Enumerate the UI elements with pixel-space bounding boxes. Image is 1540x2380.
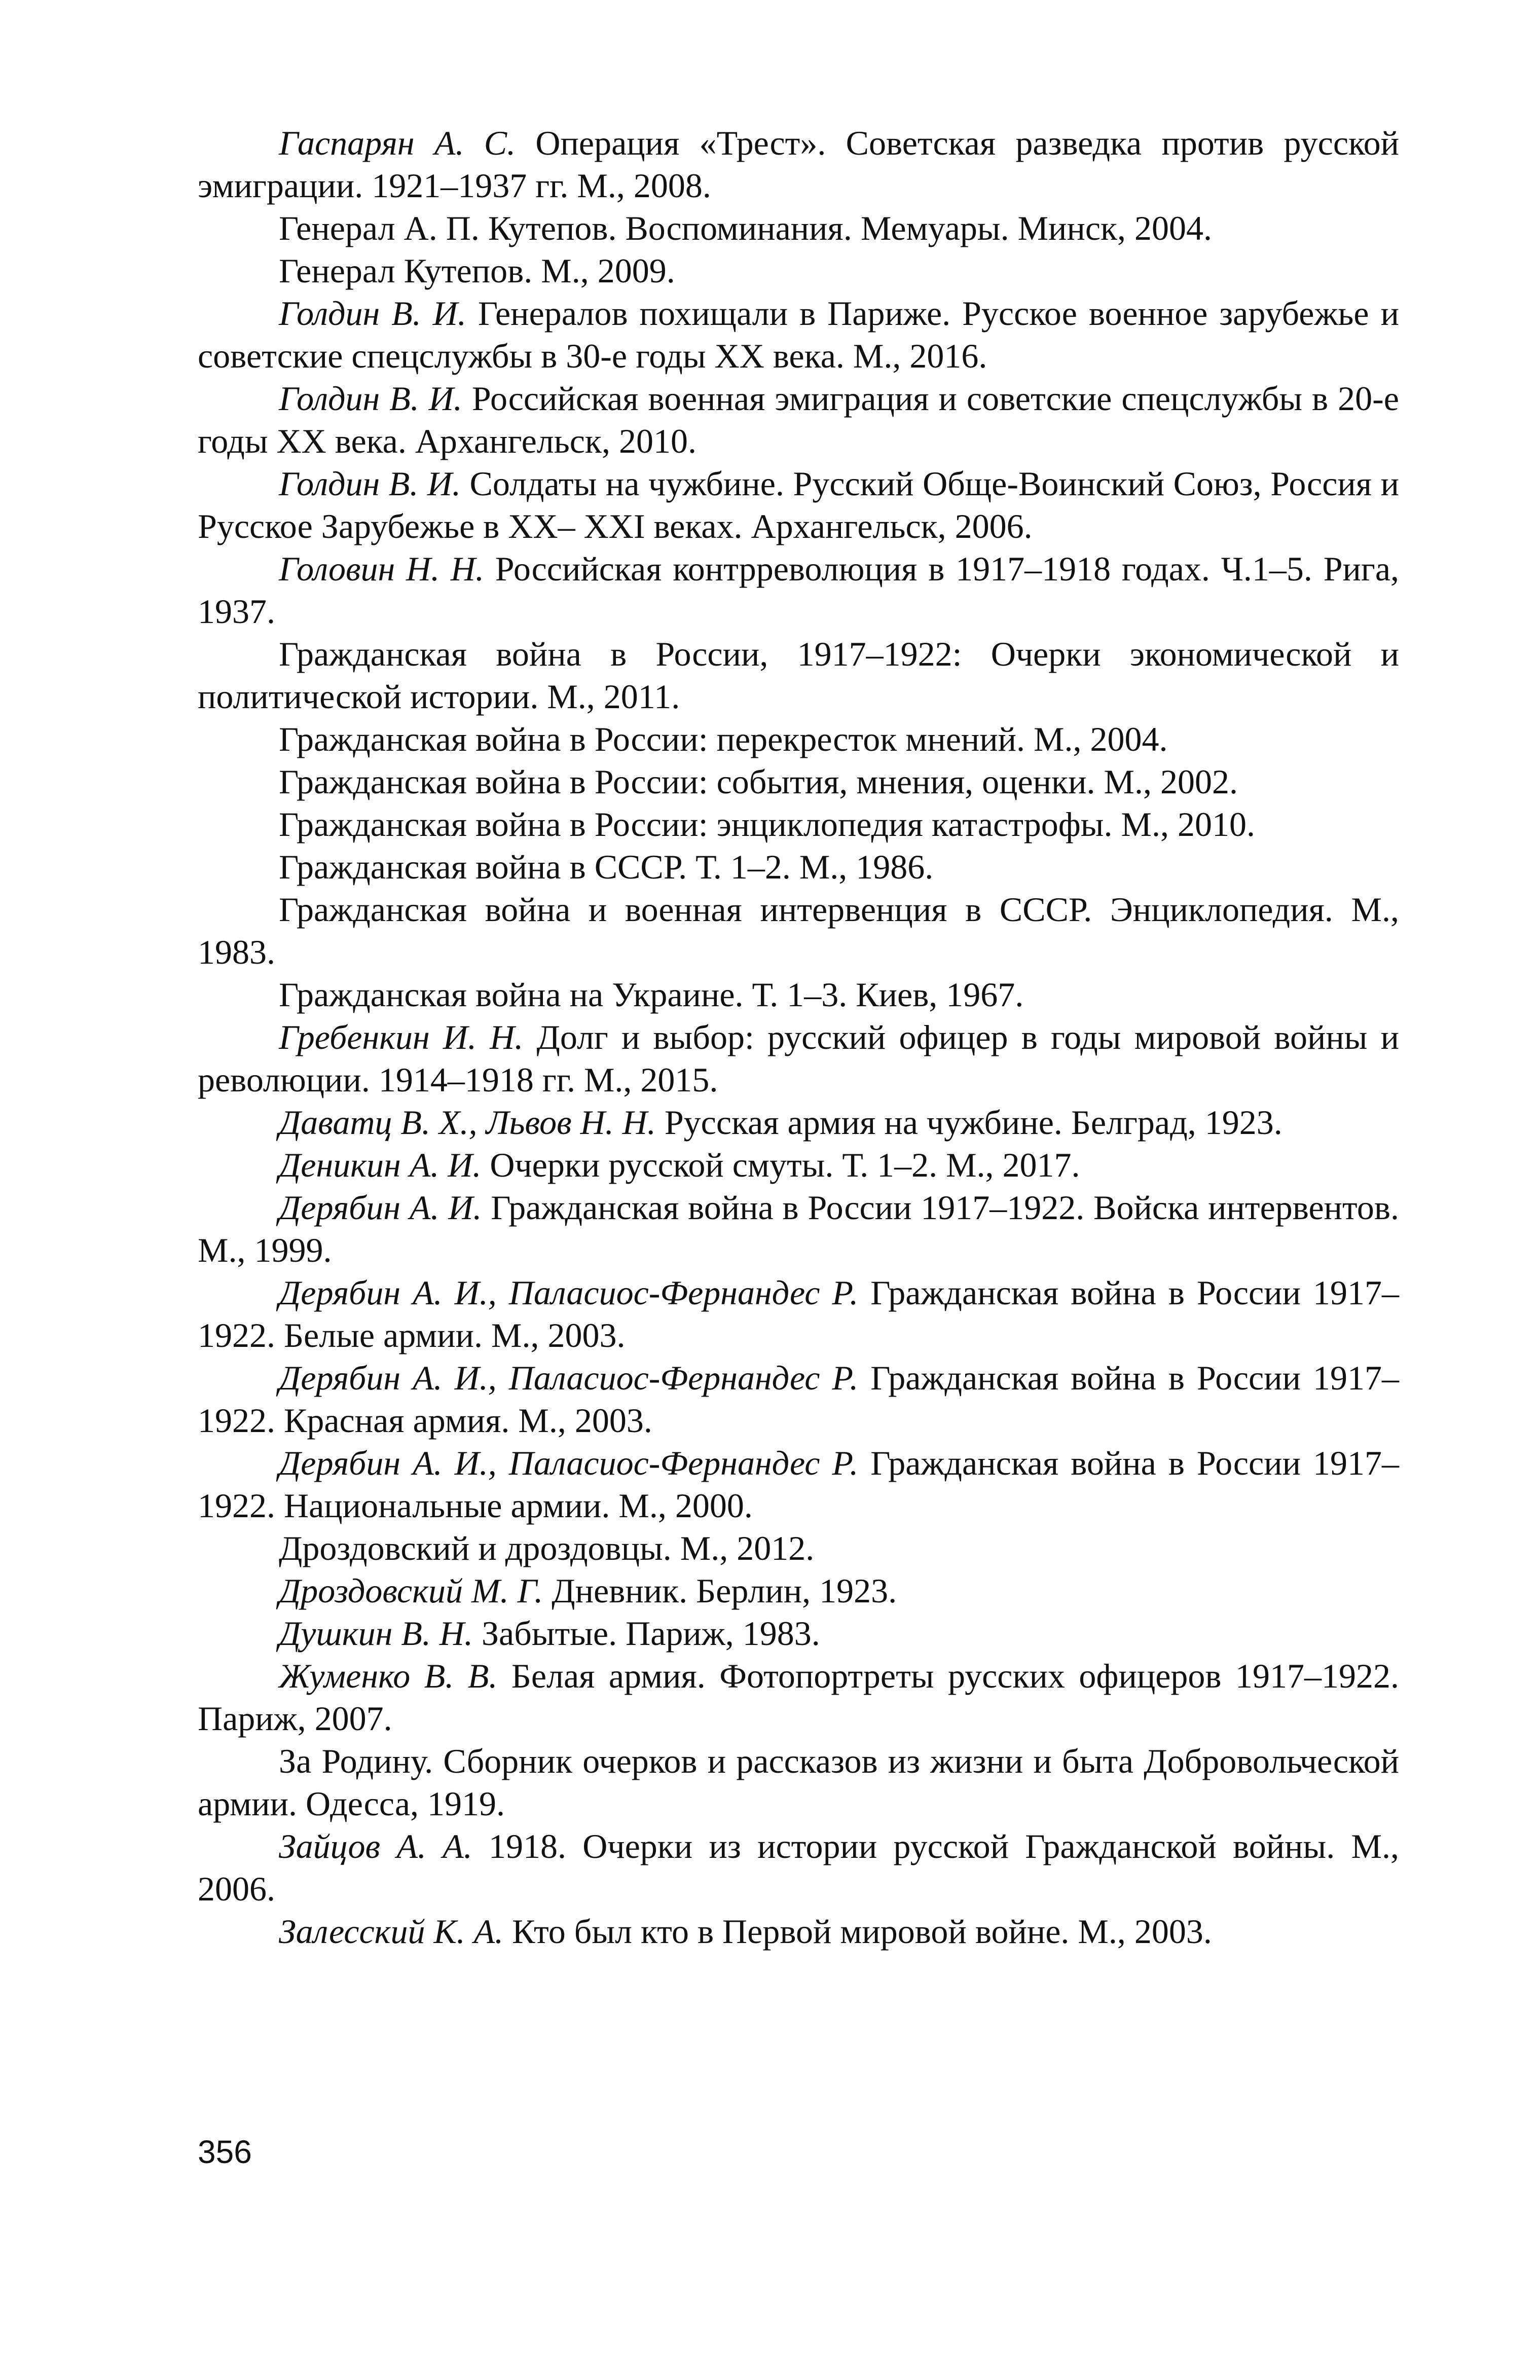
bibliography-entry	[198, 1101, 1399, 1144]
entry-author: Дроздовский М. Г.	[279, 1571, 543, 1610]
bibliography-entry	[198, 1016, 1399, 1101]
bibliography-entry	[198, 1186, 1399, 1271]
bibliography-entry	[198, 1527, 1399, 1569]
entry-author: Жуменко В. В.	[279, 1657, 498, 1695]
bibliography-entry	[198, 547, 1399, 633]
bibliography-entry	[198, 1357, 1399, 1442]
entry-text: Гражданская война в России 1917–1922. Красная армия. М., 2003.	[198, 1359, 1400, 1440]
entry-text: Очерки русской смуты. Т. 1–2. М., 2017.	[481, 1146, 1080, 1184]
bibliography-entry	[198, 377, 1399, 462]
entry-text: Гражданская война в СССР. Т. 1–2. М., 1986.	[279, 848, 934, 886]
entry-text: Гражданская война в России, 1917–1922: Очерки экономической и политической истории. М., 2011.	[198, 635, 1399, 716]
entry-text: Генерал А. П. Кутепов. Воспоминания. Мемуары. Минск, 2004.	[279, 209, 1213, 247]
entry-text: Солдаты на чужбине. Русский Обще-Воинский Союз, Россия и Русское Зарубежье в XX– XXI веках. Архангельск, 2006.	[198, 464, 1399, 545]
entry-text: Генерал Кутепов. М., 2009.	[279, 251, 675, 290]
entry-author: Головин Н. Н.	[279, 550, 484, 588]
entry-text: Гражданская война в России 1917–1922. Белые армии. М., 2003.	[198, 1273, 1400, 1354]
page-number: 356	[198, 2134, 252, 2170]
entry-author: Голдин В. И.	[279, 294, 466, 333]
bibliography-entry	[198, 1910, 1399, 1953]
bibliography-entry	[198, 122, 1399, 207]
entry-author: Душкин В. Н.	[279, 1614, 473, 1653]
bibliography-entry	[198, 760, 1399, 803]
entry-author: Голдин В. И.	[279, 379, 462, 418]
entry-text: Гражданская война в России: события, мнения, оценки. М., 2002.	[279, 762, 1238, 801]
entry-text: Гражданская война на Украине. Т. 1–3. Киев, 1967.	[279, 975, 1024, 1014]
entry-author: Дерябин А. И.	[279, 1188, 482, 1227]
bibliography-entry	[198, 1740, 1399, 1825]
entry-author: Гаспарян А. С.	[279, 124, 516, 162]
bibliography-entry	[198, 249, 1399, 292]
entry-text: Генералов похищали в Париже. Русское военное зарубежье и советские спецслужбы в 30-е годы XX века. М., 2016.	[198, 294, 1399, 375]
entry-text: Операция «Трест». Советская разведка против русской эмиграции. 1921–1937 гг. М., 2008.	[198, 124, 1399, 205]
entry-author: Зайцов А. А.	[279, 1827, 472, 1865]
entry-author: Залесский К. А.	[279, 1912, 504, 1951]
bibliography-list	[198, 122, 1399, 1953]
bibliography-entry	[198, 292, 1399, 377]
bibliography-entry	[198, 1144, 1399, 1186]
entry-author: Деникин А. И.	[279, 1146, 482, 1184]
bibliography-entry	[198, 633, 1399, 718]
entry-text: Российская контрреволюция в 1917–1918 годах. Ч.1–5. Рига, 1937.	[198, 550, 1399, 631]
bibliography-entry	[198, 1825, 1399, 1910]
bibliography-entry	[198, 1655, 1399, 1740]
bibliography-entry	[198, 803, 1399, 846]
bibliography-entry	[198, 207, 1399, 249]
entry-author: Дерябин А. И., Паласиос-Фернандес Р.	[279, 1444, 859, 1482]
entry-author: Голдин В. И.	[279, 464, 461, 503]
entry-text: Кто был кто в Первой мировой войне. М., 2003.	[503, 1912, 1212, 1951]
bibliography-entry	[198, 1612, 1399, 1655]
entry-text: Гражданская война в России 1917–1922. Национальные армии. М., 2000.	[198, 1444, 1400, 1525]
entry-author: Дерябин А. И., Паласиос-Фернандес Р.	[279, 1359, 859, 1397]
bibliography-entry	[198, 888, 1399, 973]
entry-author: Дерябин А. И., Паласиос-Фернандес Р.	[279, 1273, 859, 1312]
entry-text: Российская военная эмиграция и советские спецслужбы в 20-е годы XX века. Архангельск, 2010.	[198, 379, 1399, 460]
bibliography-entry	[198, 1271, 1399, 1357]
entry-text: Гражданская война в России: перекресток мнений. М., 2004.	[279, 720, 1168, 758]
entry-text: Долг и выбор: русский офицер в годы мировой войны и революции. 1914–1918 гг. М., 2015.	[198, 1018, 1399, 1099]
entry-text: Дневник. Берлин, 1923.	[543, 1571, 897, 1610]
bibliography-entry	[198, 462, 1399, 547]
bibliography-entry	[198, 846, 1399, 888]
entry-author: Гребенкин И. Н.	[279, 1018, 524, 1056]
bibliography-entry	[198, 1442, 1399, 1527]
bibliography-entry	[198, 973, 1399, 1016]
bibliography-entry	[198, 718, 1399, 760]
entry-text: 1918. Очерки из истории русской Гражданской войны. М., 2006.	[198, 1827, 1399, 1908]
entry-text: Гражданская война в России: энциклопедия катастрофы. М., 2010.	[279, 805, 1255, 844]
entry-text: Русская армия на чужбине. Белград, 1923.	[655, 1103, 1282, 1142]
entry-text: Гражданская война в России 1917–1922. Войска интервентов. М., 1999.	[198, 1188, 1399, 1269]
entry-text: Забытые. Париж, 1983.	[472, 1614, 820, 1653]
entry-text: Гражданская война и военная интервенция в СССР. Энциклопедия. М., 1983.	[198, 890, 1399, 971]
entry-text: Белая армия. Фотопортреты русских офицеров 1917–1922. Париж, 2007.	[198, 1657, 1399, 1738]
entry-author: Даватц В. Х., Львов Н. Н.	[279, 1103, 656, 1142]
bibliography-entry	[198, 1569, 1399, 1612]
entry-text: Дроздовский и дроздовцы. М., 2012.	[279, 1529, 815, 1567]
entry-text: За Родину. Сборник очерков и рассказов из жизни и быта Добровольческой армии. Одесса, 1919.	[198, 1742, 1399, 1823]
